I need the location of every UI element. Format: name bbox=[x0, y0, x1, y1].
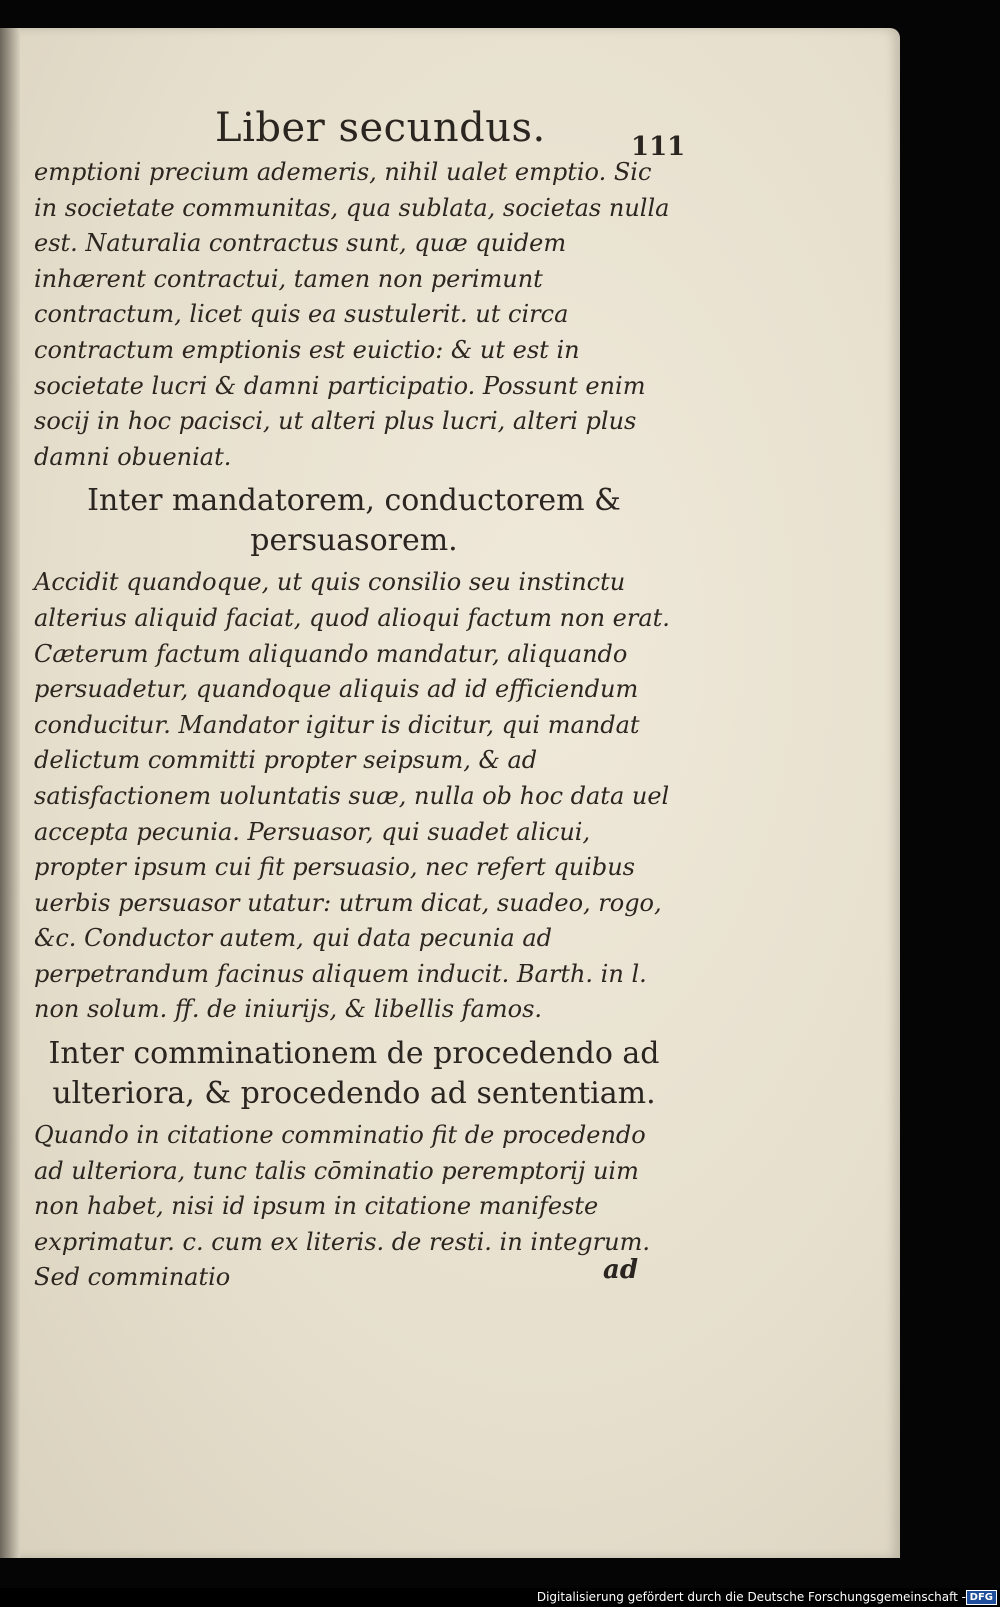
section-heading-1: Inter mandatorem, conductorem & persuasorem. bbox=[87, 483, 621, 559]
paragraph-3: Quando in citatione comminatio fit de procedendo ad ulteriora, tunc talis cōminatio peremptorij uim non habet, nisi id ipsum in citatione manifeste exprimatur. c. cum ex literis. de resti. in integrum. Sed comminatio bbox=[34, 1121, 650, 1292]
running-head: Liber secundus. bbox=[215, 105, 546, 151]
section-heading-2: Inter comminationem de procedendo ad ulteriora, & procedendo ad sententiam. bbox=[48, 1036, 660, 1112]
digitization-credit: Digitalisierung gefördert durch die Deutsche Forschungsgemeinschaft - bbox=[536, 1590, 966, 1604]
page-gutter-shadow bbox=[0, 28, 20, 1558]
dfg-logo: DFG bbox=[966, 1590, 997, 1605]
page-number: 111 bbox=[631, 132, 686, 162]
paragraph-1: emptioni precium ademeris, nihil ualet emptio. Sic in societate communitas, qua sublata, societas nulla est. Naturalia contractus sunt, quæ quidem inhærent contractui, tamen non perimunt contractum, licet quis ea sustulerit. ut circa contractum emptionis est euictio: & ut est in societate lucri & damni participatio. Possunt enim socij in hoc pacisci, ut alteri plus lucri, alteri plus damni obueniat. bbox=[34, 158, 670, 471]
main-text-block bbox=[34, 155, 674, 1296]
paragraph-2: Accidit quandoque, ut quis consilio seu instinctu alterius aliquid faciat, quod alioqui factum non erat. Cæterum factum aliquando mandatur, aliquando persuadetur, quandoque aliquis ad id efficiendum conducitur. Mandator igitur is dicitur, qui mandat delictum committi propter seipsum, & ad satisfactionem uoluntatis suæ, nulla ob hoc data uel accepta pecunia. Persuasor, qui suadet alicui, propter ipsum cui fit persuasio, nec refert quibus uerbis persuasor utatur: utrum dicat, suadeo, rogo, &c. Conductor autem, qui data pecunia ad perpetrandum facinus aliquem inducit. Barth. in l. non solum. ff. de iniurijs, & libellis famos. bbox=[34, 568, 670, 1024]
catchword: ad bbox=[603, 1255, 639, 1285]
